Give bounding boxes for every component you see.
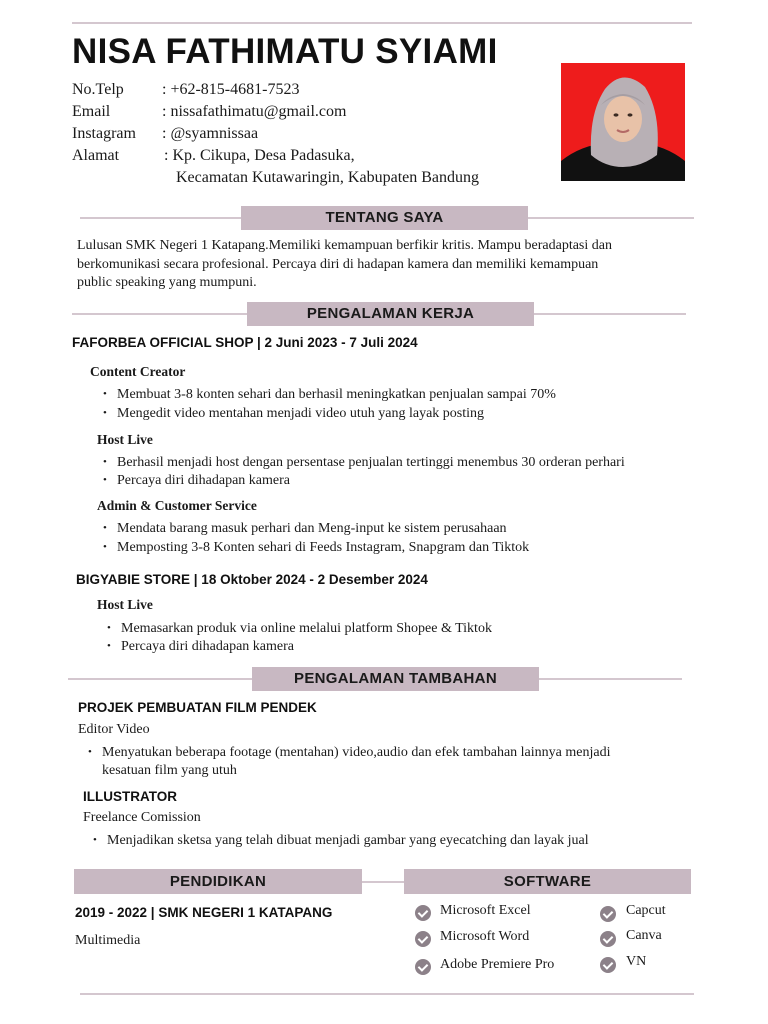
job-role: Host Live (97, 597, 153, 612)
contact-address-value: : Kp. Cikupa, Desa Padasuka, (164, 147, 355, 164)
project-title: ILLUSTRATOR (83, 789, 177, 804)
check-circle-icon (600, 931, 616, 947)
list-item: • Membuat 3-8 konten sehari dan berhasil meningkatkan penjualan sampai 70% (117, 387, 556, 403)
project-subtitle: Editor Video (78, 722, 150, 737)
list-item: • Menjadikan sketsa yang telah dibuat menjadi gambar yang eyecatching dan layak jual (107, 833, 589, 849)
software-item: Microsoft Word (440, 929, 530, 944)
section-heading-software: SOFTWARE (404, 869, 691, 894)
profile-photo (561, 63, 685, 181)
job-company: FAFORBEA OFFICIAL SHOP | 2 Juni 2023 - 7 Juli 2024 (72, 335, 418, 350)
list-item: • Memposting 3-8 Konten sehari di Feeds Instagram, Snapgram dan Tiktok (117, 540, 529, 556)
software-item: VN (626, 954, 647, 969)
project-subtitle: Freelance Comission (83, 810, 201, 825)
software-item: Canva (626, 928, 662, 943)
about-line: berkomunikasi secara profesional. Percaya diri di hadapan kamera dan memiliki kemampuan (77, 256, 599, 272)
list-item: • Percaya diri dihadapan kamera (117, 473, 290, 489)
section-heading-additional: PENGALAMAN TAMBAHAN (252, 667, 539, 691)
software-item: Capcut (626, 903, 666, 918)
check-circle-icon (415, 931, 431, 947)
education-major: Multimedia (75, 933, 141, 948)
software-item: Adobe Premiere Pro (440, 957, 555, 972)
check-circle-icon (600, 906, 616, 922)
check-circle-icon (415, 905, 431, 921)
list-item: • Menyatukan beberapa footage (mentahan) video,audio dan efek tambahan lainnya menjadi (102, 745, 610, 761)
section-heading-education: PENDIDIKAN (74, 869, 362, 894)
list-item: • Percaya diri dihadapan kamera (121, 639, 294, 655)
contact-email-label: Email (72, 103, 111, 120)
list-item: • Mendata barang masuk perhari dan Meng-input ke sistem perusahaan (117, 521, 507, 537)
job-role: Admin & Customer Service (97, 498, 257, 513)
contact-email-value: : nissafathimatu@gmail.com (162, 103, 347, 120)
list-item: • Memasarkan produk via online melalui platform Shopee & Tiktok (121, 621, 492, 637)
list-item: • Berhasil menjadi host dengan persentase penjualan tertinggi menembus 30 orderan perhari (117, 455, 625, 471)
job-role: Host Live (97, 432, 153, 447)
contact-phone-value: : +62-815-4681-7523 (162, 81, 300, 98)
contact-instagram-value: : @syamnissaa (162, 125, 259, 142)
list-item: • Mengedit video mentahan menjadi video utuh yang layak posting (117, 406, 484, 422)
software-item: Microsoft Excel (440, 903, 531, 918)
candidate-name: NISA FATHIMATU SYIAMI (72, 32, 498, 71)
project-title: PROJEK PEMBUATAN FILM PENDEK (78, 700, 317, 715)
check-circle-icon (600, 957, 616, 973)
education-entry: 2019 - 2022 | SMK NEGERI 1 KATAPANG (75, 905, 333, 920)
section-heading-about: TENTANG SAYA (241, 206, 528, 230)
contact-instagram-label: Instagram (72, 125, 136, 142)
contact-phone-label: No.Telp (72, 81, 124, 98)
list-item-continuation: kesatuan film yang utuh (102, 763, 237, 778)
top-divider (72, 22, 692, 24)
section-heading-experience: PENGALAMAN KERJA (247, 302, 534, 326)
about-line: Lulusan SMK Negeri 1 Katapang.Memiliki kemampuan berfikir kritis. Mampu beradaptasi dan (77, 238, 612, 253)
check-circle-icon (415, 959, 431, 975)
job-company: BIGYABIE STORE | 18 Oktober 2024 - 2 Desember 2024 (76, 572, 428, 587)
contact-address-label: Alamat (72, 147, 120, 164)
about-line: public speaking yang mumpuni. (77, 275, 257, 290)
bottom-divider (80, 993, 694, 995)
job-role: Content Creator (90, 364, 186, 379)
about-text (77, 237, 697, 293)
contact-address-line2: Kecamatan Kutawaringin, Kabupaten Bandung (176, 169, 480, 186)
